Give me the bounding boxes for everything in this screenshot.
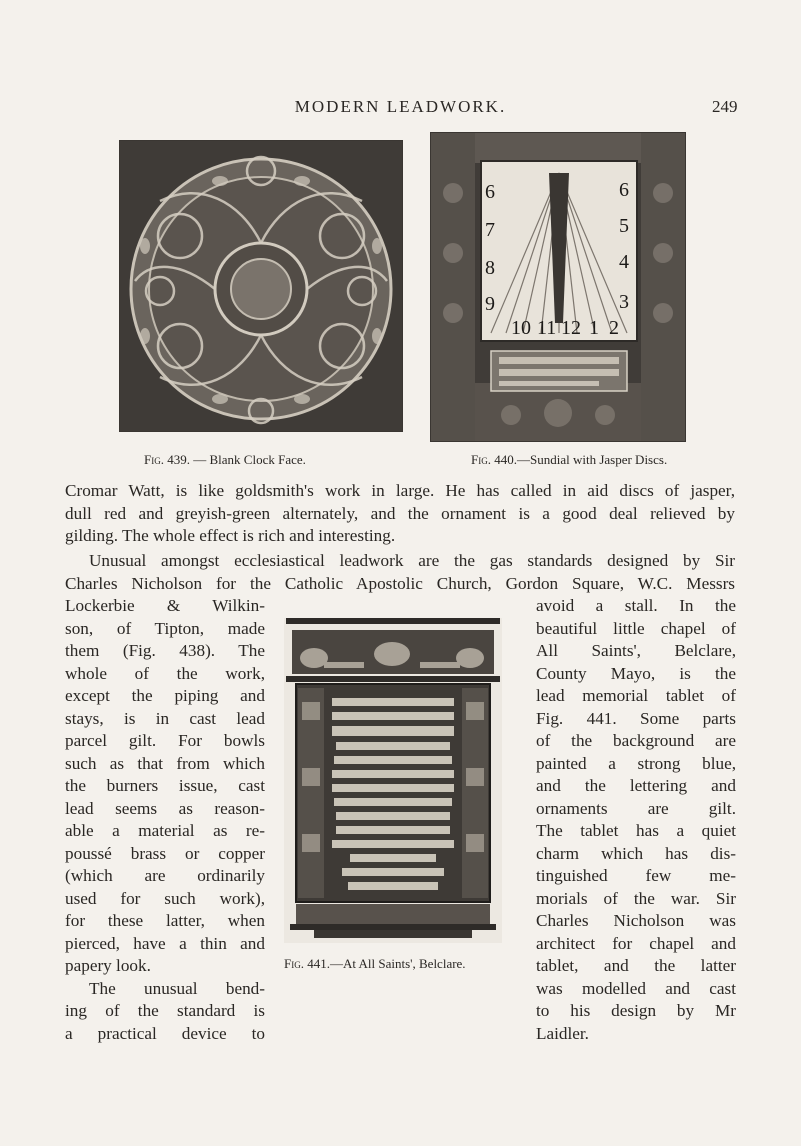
text-line: ing of the standard is xyxy=(65,1001,265,1020)
paragraph-2 xyxy=(65,550,735,595)
text-line: beautiful little chapel of xyxy=(536,618,736,638)
text-line: for these latter, when xyxy=(65,911,265,930)
text-line: able a material as re- xyxy=(65,821,265,840)
text-line: papery look. xyxy=(65,956,151,975)
left-column xyxy=(65,595,265,1045)
text-line: such as that from which xyxy=(65,753,265,773)
figure-441-prefix: Fig. xyxy=(284,956,304,971)
text-line: whole of the work, xyxy=(65,663,265,683)
sundial-numeral-1: 1 xyxy=(589,317,599,339)
text-line: Lockerbie & Wilkin- xyxy=(65,596,265,615)
sundial-numeral-9: 9 xyxy=(485,293,495,315)
figure-439-plate xyxy=(119,140,403,432)
text-line: architect for chapel and xyxy=(536,933,736,953)
text-line: was modelled and cast xyxy=(536,978,736,998)
figure-440-text: 440.—Sundial with Jasper Discs. xyxy=(490,452,668,467)
text-line: parcel gilt. For bowls xyxy=(65,731,265,750)
text-line: son, of Tipton, made xyxy=(65,618,265,638)
text-line: The unusual bend- xyxy=(89,978,265,998)
text-line: tinguished few me- xyxy=(536,866,736,885)
figure-441-caption xyxy=(284,956,466,972)
paragraph-1 xyxy=(65,480,735,548)
figure-439-text: 439. — Blank Clock Face. xyxy=(163,452,306,467)
text-line: a practical device to xyxy=(65,1023,265,1043)
text-line: (which are ordinarily xyxy=(65,866,265,885)
text-line: Cromar Watt, is like goldsmith's work in large. He has called in aid discs of jasper, xyxy=(65,481,735,500)
text-line: lead memorial tablet of xyxy=(536,686,736,705)
text-line: All Saints', Belclare, xyxy=(536,641,736,660)
text-line: Charles Nicholson was xyxy=(536,911,736,930)
text-line: The tablet has a quiet xyxy=(536,821,736,840)
sundial-numeral-2: 2 xyxy=(609,317,619,339)
sundial-numeral-11: 11 xyxy=(537,317,557,339)
text-line: to his design by Mr xyxy=(536,1001,736,1020)
text-line: gilding. The whole effect is rich and interesting. xyxy=(65,526,396,545)
figure-441-text: 441.—At All Saints', Belclare. xyxy=(303,956,466,971)
text-line: charm which has dis- xyxy=(536,843,736,863)
text-line: pierced, have a thin and xyxy=(65,933,265,953)
text-line: them (Fig. 438). The xyxy=(65,641,265,660)
figure-441-plate xyxy=(284,618,502,943)
text-line: avoid a stall. In the xyxy=(536,596,736,615)
sundial-numeral-10: 10 xyxy=(511,317,531,339)
text-line: Unusual amongst ecclesiastical leadwork are the gas standards designed by Sir xyxy=(89,551,735,570)
figure-440-prefix: Fig. xyxy=(471,452,491,467)
figure-440-caption xyxy=(471,452,667,468)
text-line: of the background are xyxy=(536,731,736,750)
sundial-numeral-6-right: 6 xyxy=(619,179,629,201)
text-line: except the piping and xyxy=(65,686,265,705)
text-line: morials of the war. Sir xyxy=(536,888,736,908)
text-line: poussé brass or copper xyxy=(65,843,265,863)
sundial-numeral-8: 8 xyxy=(485,257,495,279)
text-line: ornaments are gilt. xyxy=(536,798,736,818)
memorial-tablet-image xyxy=(284,618,502,943)
page-number: 249 xyxy=(712,97,738,116)
figure-439-caption xyxy=(144,452,306,468)
text-line: Charles Nicholson for the Catholic Apostolic Church, Gordon Square, W.C. Messrs xyxy=(65,573,735,593)
sundial-numeral-7: 7 xyxy=(485,219,495,241)
text-line: stays, is in cast lead xyxy=(65,708,265,728)
figure-440-plate xyxy=(430,132,686,442)
text-line: Laidler. xyxy=(536,1023,589,1043)
text-line: painted a strong blue, xyxy=(536,753,736,773)
text-line: the burners issue, cast xyxy=(65,776,265,795)
text-line: lead seems as reason- xyxy=(65,798,265,818)
figure-439-prefix: Fig. xyxy=(144,452,164,467)
sundial-numeral-12: 12 xyxy=(561,317,581,339)
text-line: tablet, and the latter xyxy=(536,956,736,975)
sundial-numeral-5: 5 xyxy=(619,215,629,237)
sundial-numeral-6-left: 6 xyxy=(485,181,495,203)
running-head: MODERN LEADWORK. xyxy=(294,97,507,116)
text-line: used for such work), xyxy=(65,888,265,908)
text-line: County Mayo, is the xyxy=(536,663,736,683)
text-line: and the lettering and xyxy=(536,776,736,795)
sundial-numeral-3: 3 xyxy=(619,291,629,313)
sundial-numeral-4: 4 xyxy=(619,251,629,273)
text-line: Fig. 441. Some parts xyxy=(536,708,736,728)
text-line: dull red and greyish-green alternately, and the ornament is a good deal relieved by xyxy=(65,503,735,523)
clock-face-image xyxy=(120,141,402,431)
right-column xyxy=(536,595,736,1045)
